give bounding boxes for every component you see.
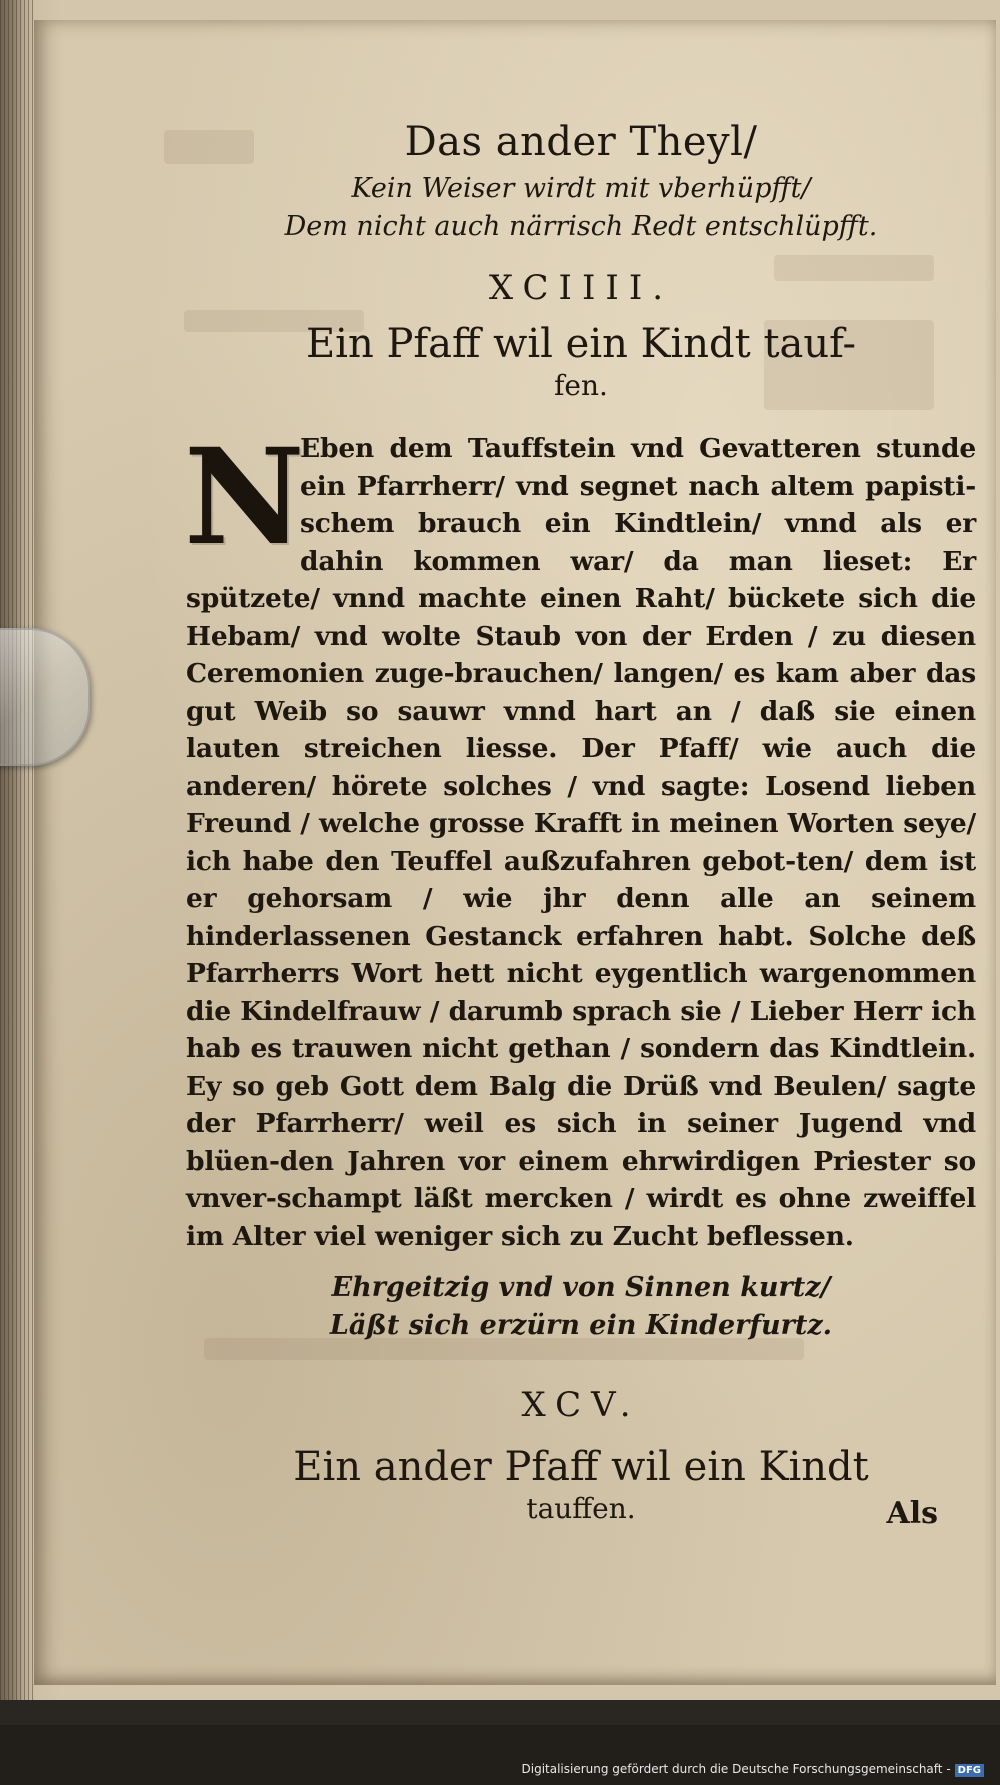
chapter-title-2-line-2: tauffen. [526,1492,636,1525]
chapter-body-1 [184,420,976,1255]
page-edges [0,0,34,1700]
funding-notice [522,1762,985,1777]
chapter-title-1-line-2: fen. [554,369,608,402]
decorated-initial: N [184,420,305,575]
chapter-title-1-line-1: Ein Pfaff wil ein Kindt tauf- [305,321,857,367]
running-head: Das ander Theyl/ [404,119,758,165]
chapter-title-2-line-1: Ein ander Pfaff wil ein Kindt [293,1444,869,1490]
funding-text: Digitalisierung gefördert durch die Deutsche Forschungsgemeinschaft - [521,1762,951,1776]
motto-line-1: Kein Weiser wirdt mit vberhüpfft/ [351,173,811,204]
chapter-numeral-1: XCIIII. [488,268,674,308]
catchword: Als [886,1496,938,1531]
footer-bar [0,1725,1000,1785]
verse-line-2: Läßt sich erzürn ein Kinderfurtz. [329,1310,833,1341]
dfg-logo: DFG [955,1764,984,1777]
body-paragraph: Eben dem Tauffstein vnd Gevatteren stunde ein Pfarrherr/ vnd segnet nach altem papisti-schem brauch ein Kindtlein/ vnnd als er dahin kommen war/ da man lieset: Er spützete/ vnnd machte einen Raht/ bückete sich die Hebam/ vnd wolte Staub von der Erden / zu diesen Ceremonien zuge-brauchen/ langen/ es kam aber das gut Weib so sauwr vnnd hart an / daß sie einen lauten streichen liesse. Der Pfaff/ wie auch die anderen/ hörete solches / vnd sagte: Losend lieben Freund / welche grosse Krafft in meinen Worten seye/ ich habe den Teuffel außzufahren gebot-ten/ dem ist er gehorsam / wie jhr denn alle an seinem hinderlassenen Gestanck erfahren habt. Solche deß Pfarrherrs Wort hett nicht eygentlich wargenommen die Kindelfrauw / darumb sprach sie / Lieber Herr ich hab es trauwen nicht gethan / sondern das Kindtlein. Ey so geb Gott dem Balg die Drüß vnd Beulen/ sagte der Pfarrherr/ weil es sich in seiner Jugend vnd blüen-den Jahren vor einem ehrwirdigen Priester so vnver-schampt läßt mercken / wirdt es ohne zweiffel im Alter viel weniger sich zu Zucht beflessen. [186,433,976,1252]
motto-line-2: Dem nicht auch närrisch Redt entschlüpfft. [284,211,878,242]
verse-line-1: Ehrgeitzig vnd von Sinnen kurtz/ [331,1272,831,1303]
chapter-numeral-2: XCV. [521,1385,641,1425]
page-text [186,118,976,1525]
